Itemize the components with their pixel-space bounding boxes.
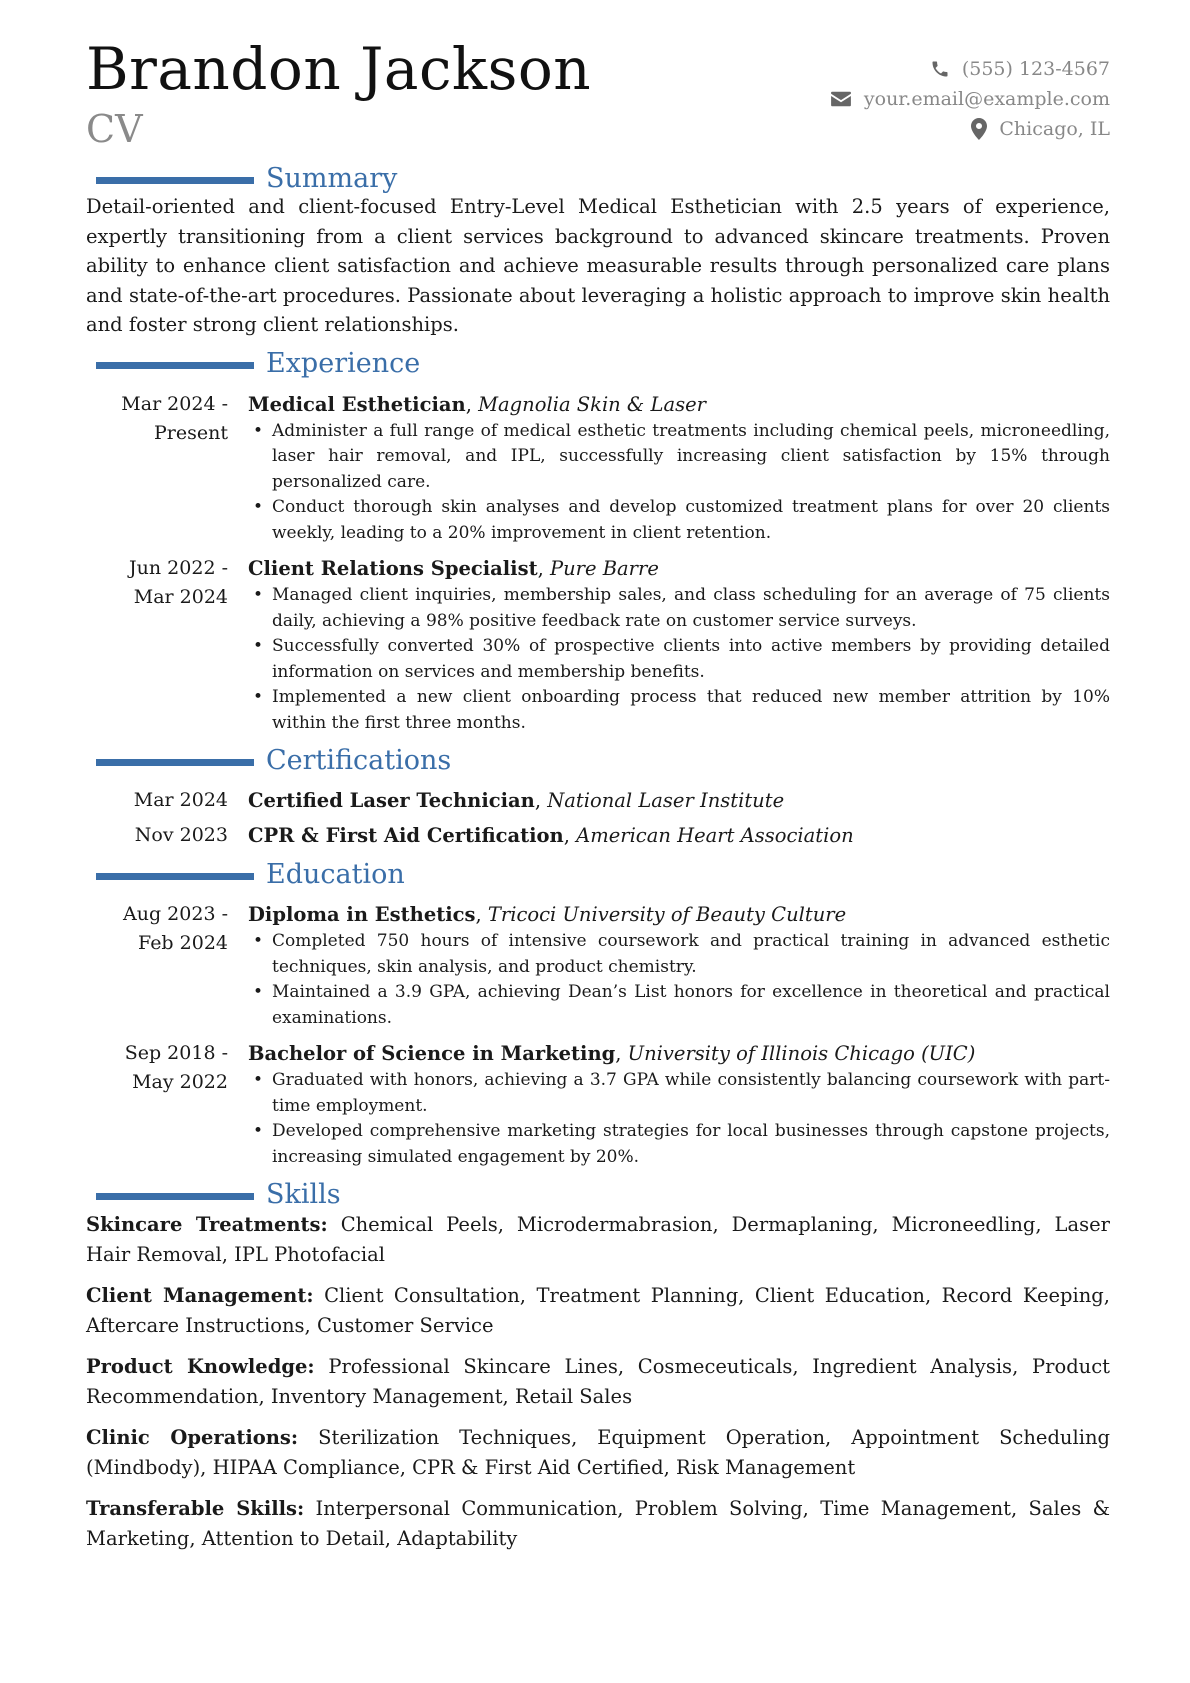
- bullet-list: [248, 1068, 1110, 1170]
- section-bar: [96, 873, 254, 880]
- header: [86, 35, 1110, 160]
- section-experience-heading: [86, 346, 1110, 382]
- job-title: Client Relations Specialist: [248, 557, 538, 580]
- entry-heading: Bachelor of Science in Marketing, University of Illinois Chicago (UIC): [248, 1042, 976, 1065]
- skill-group: [86, 1494, 1110, 1553]
- email-address[interactable]: your.email@example.com: [863, 88, 1110, 110]
- skill-category: Client Management:: [86, 1284, 314, 1307]
- map-pin-icon: [971, 118, 987, 140]
- degree: Bachelor of Science in Marketing: [248, 1042, 616, 1065]
- section-education-heading: [86, 856, 1110, 892]
- education-entry: [86, 1039, 1110, 1170]
- employer: Magnolia Skin & Laser: [478, 392, 706, 416]
- entry-date: Sep 2018 - May 2022: [124, 1042, 228, 1093]
- contact-location: [830, 114, 1110, 144]
- entry-date: Aug 2023 - Feb 2024: [123, 903, 228, 954]
- section-title: Education: [266, 858, 405, 890]
- bullet-item: • Graduated with honors, achieving a 3.7 GPA while consistently balancing coursework with part-time employment.: [248, 1068, 1110, 1119]
- employer: Pure Barre: [549, 557, 659, 580]
- school: University of Illinois Chicago (UIC): [627, 1042, 976, 1065]
- bullet-item: • Developed comprehensive marketing strategies for local businesses through capstone projects, increasing simulated engagement by 20%.: [248, 1119, 1110, 1170]
- entry-heading: Diploma in Esthetics, Tricoci University of Beauty Culture: [248, 903, 847, 926]
- skill-group: [86, 1210, 1110, 1269]
- skill-items: Professional Skincare Lines, Cosmeceuticals, Ingredient Analysis, Product Recommendation, Inventory Management, Retail Sales: [86, 1355, 1110, 1408]
- section-bar: [96, 362, 254, 369]
- section-title: Skills: [266, 1178, 341, 1210]
- school: Tricoci University of Beauty Culture: [487, 903, 847, 926]
- skill-items: Interpersonal Communication, Problem Solving, Time Management, Sales & Marketing, Attention to Detail, Adaptability: [86, 1497, 1110, 1550]
- candidate-name: Brandon Jackson: [86, 35, 592, 103]
- section-skills-heading: [86, 1176, 1110, 1212]
- summary-text: Detail-oriented and client-focused Entry-Level Medical Esthetician with 2.5 years of experience, expertly transitioning from a client services background to advanced skincare treatments. Proven ability to enhance client satisfaction and achieve measurable results through personalized care plans and state-of-the-art procedures. Passionate about leveraging a holistic approach to improve skin health and foster strong client relationships.: [86, 195, 1110, 336]
- bullet-item: • Implemented a new client onboarding process that reduced new member attrition by 10% within the first three months.: [248, 685, 1110, 736]
- bullet-item: • Maintained a 3.9 GPA, achieving Dean’s List honors for excellence in theoretical and practical examinations.: [248, 980, 1110, 1031]
- section-title: Certifications: [266, 744, 452, 776]
- section-bar: [96, 1193, 254, 1200]
- document-type: CV: [86, 107, 143, 151]
- entry-heading: Medical Esthetician, Magnolia Skin & Laser: [248, 392, 706, 416]
- section-bar: [96, 759, 254, 766]
- bullet-item: • Completed 750 hours of intensive coursework and practical training in advanced esthetic techniques, skin analysis, and product chemistry.: [248, 929, 1110, 980]
- skills-list: [86, 1210, 1110, 1553]
- section-title: Summary: [266, 162, 398, 194]
- certification-entry: [86, 821, 1110, 850]
- location-text: Chicago, IL: [999, 118, 1110, 140]
- phone-icon: [930, 59, 950, 79]
- skill-category: Skincare Treatments:: [86, 1213, 328, 1236]
- education-entry: [86, 900, 1110, 1031]
- skill-items: Chemical Peels, Microdermabrasion, Dermaplaning, Microneedling, Laser Hair Removal, IPL Photofacial: [86, 1213, 1110, 1266]
- section-bar: [96, 177, 254, 184]
- issuer: American Heart Association: [576, 824, 854, 847]
- job-title: Medical Esthetician: [248, 392, 466, 416]
- issuer: National Laser Institute: [547, 789, 785, 812]
- certification-name: CPR & First Aid Certification: [248, 824, 564, 847]
- section-title: Experience: [266, 348, 421, 379]
- section-summary-heading: [86, 160, 1110, 196]
- skill-category: Transferable Skills:: [86, 1497, 305, 1520]
- contact-email: [830, 84, 1110, 114]
- phone-number: (555) 123-4567: [961, 58, 1110, 80]
- skill-group: [86, 1281, 1110, 1340]
- contact-phone: [830, 54, 1110, 84]
- skill-group: [86, 1423, 1110, 1482]
- contact-info: [830, 54, 1110, 144]
- bullet-list: [248, 929, 1110, 1031]
- skill-category: Product Knowledge:: [86, 1355, 315, 1378]
- skill-group: [86, 1352, 1110, 1411]
- bullet-item: • Successfully converted 30% of prospective clients into active members by providing detailed information on services and membership benefits.: [248, 634, 1110, 685]
- bullet-list: [248, 583, 1110, 736]
- section-certifications-heading: [86, 742, 1110, 778]
- bullet-item: • Conduct thorough skin analyses and develop customized treatment plans for over 20 clients weekly, leading to a 20% improvement in client retention.: [248, 495, 1110, 546]
- experience-entry: [86, 390, 1110, 547]
- experience-entry: [86, 554, 1110, 736]
- entry-date: Mar 2024: [133, 789, 228, 811]
- degree: Diploma in Esthetics: [248, 903, 476, 926]
- envelope-icon: [830, 90, 852, 108]
- entry-heading: Client Relations Specialist, Pure Barre: [248, 557, 659, 580]
- certification-entry: [86, 786, 1110, 815]
- entry-heading: Certified Laser Technician, National Laser Institute: [248, 789, 785, 812]
- entry-heading: CPR & First Aid Certification, American Heart Association: [248, 824, 854, 847]
- bullet-item: • Administer a full range of medical esthetic treatments including chemical peels, microneedling, laser hair removal, and IPL, successfully increasing client satisfaction by 15% through personalized care.: [248, 419, 1110, 496]
- skill-items: Client Consultation, Treatment Planning, Client Education, Record Keeping, Aftercare Instructions, Customer Service: [86, 1284, 1110, 1337]
- entry-date: Jun 2022 - Mar 2024: [129, 557, 228, 608]
- certification-name: Certified Laser Technician: [248, 789, 535, 812]
- skill-items: Sterilization Techniques, Equipment Operation, Appointment Scheduling (Mindbody), HIPAA Compliance, CPR & First Aid Certified, Risk Management: [86, 1426, 1111, 1479]
- bullet-list: [248, 419, 1110, 547]
- entry-date: Mar 2024 - Present: [121, 392, 228, 444]
- bullet-item: • Managed client inquiries, membership sales, and class scheduling for an average of 75 clients daily, achieving a 98% positive feedback rate on customer service surveys.: [248, 583, 1110, 634]
- entry-date: Nov 2023: [134, 824, 228, 846]
- cv-page: [86, 35, 1111, 1565]
- skill-category: Clinic Operations:: [86, 1426, 299, 1449]
